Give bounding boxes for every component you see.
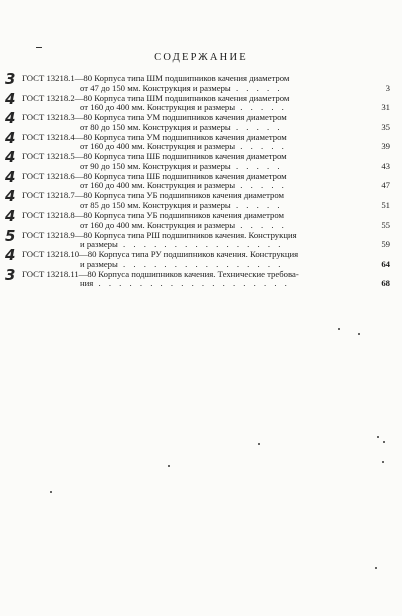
entry-subtitle: от 160 до 400 мм. Конструкция и размеры <box>80 180 236 191</box>
dot-leader: . . . . . . . . . . . . . . . . <box>117 258 284 269</box>
toc-entry <box>0 70 402 93</box>
page-title: СОДЕРЖАНИЕ <box>154 52 248 63</box>
entry-subtitle-line <box>0 279 402 289</box>
scan-speck <box>358 333 360 335</box>
scan-speck <box>168 465 170 467</box>
entry-subtitle: от 160 до 400 мм. Конструкция и размеры <box>80 141 236 152</box>
page-number: 35 <box>381 121 390 132</box>
dot-leader: . . . . . . . . . . . . . . . . . . . <box>93 278 290 289</box>
dot-leader: . . . . . <box>230 121 283 132</box>
entry-subtitle: от 160 до 400 мм. Конструкция и размеры <box>80 219 236 230</box>
handwritten-mark: 4 <box>5 128 16 147</box>
entry-subtitle-line <box>0 123 402 133</box>
scan-speck <box>258 443 260 445</box>
entry-title: ГОСТ 13218.10—80 Корпуса типа РУ подшипников качения. Конструкция <box>22 249 299 260</box>
entry-title: ГОСТ 13218.8—80 Корпуса типа УБ подшипников качения диаметром <box>22 210 285 221</box>
dot-leader: . . . . . <box>235 141 287 152</box>
table-of-contents <box>0 70 402 289</box>
handwritten-mark: 3 <box>5 70 16 88</box>
page-number: 64 <box>381 258 390 269</box>
handwritten-mark: 4 <box>5 109 16 128</box>
toc-entry <box>0 128 402 152</box>
dot-leader: . . . . . <box>230 200 283 211</box>
entry-subtitle-line <box>0 221 402 231</box>
scan-speck <box>375 567 377 569</box>
entry-subtitle: от 47 до 150 мм. Конструкция и размеры <box>80 82 231 93</box>
toc-entry <box>0 187 402 211</box>
scan-speck <box>382 461 384 463</box>
page-number: 55 <box>381 219 390 230</box>
entry-subtitle: от 80 до 150 мм. Конструкция и размеры <box>80 121 231 132</box>
page-number: 51 <box>381 200 390 211</box>
handwritten-mark: 5 <box>5 226 16 245</box>
page-number: 47 <box>381 180 390 191</box>
scan-speck <box>338 328 340 330</box>
entry-subtitle: от 90 до 150 мм. Конструкция и размеры <box>80 160 231 171</box>
entry-title: ГОСТ 13218.7—80 Корпуса типа УБ подшипников качения диаметром <box>22 190 285 201</box>
handwritten-mark: 4 <box>5 246 16 265</box>
entry-title: ГОСТ 13218.5—80 Корпуса типа ШБ подшипников качения диаметром <box>22 151 287 162</box>
toc-entry <box>0 89 402 113</box>
handwritten-mark: 3 <box>5 265 16 284</box>
toc-entry <box>0 148 402 171</box>
dot-leader: . . . . . <box>235 180 287 191</box>
toc-entry <box>0 265 402 289</box>
entry-title: ГОСТ 13218.4—80 Корпуса типа УМ подшипников качения диаметром <box>22 131 287 142</box>
handwritten-mark: 4 <box>5 89 16 108</box>
toc-entry <box>0 226 402 250</box>
entry-title: ГОСТ 13218.11—80 Корпуса подшипников качения. Технические требова- <box>22 268 299 279</box>
entry-subtitle-line <box>0 84 402 94</box>
scan-speck <box>36 47 42 48</box>
toc-entry <box>0 167 402 191</box>
page-number: 68 <box>381 278 390 289</box>
page-number: 31 <box>381 102 390 113</box>
entry-subtitle: и размеры <box>80 258 118 269</box>
entry-title: ГОСТ 13218.3—80 Корпуса типа УМ подшипников качения диаметром <box>22 112 287 123</box>
dot-leader: . . . . . <box>235 219 287 230</box>
dot-leader: . . . . . <box>230 160 283 171</box>
handwritten-mark: 4 <box>5 207 16 226</box>
handwritten-mark: 4 <box>5 187 16 206</box>
scan-speck <box>383 441 385 443</box>
page-number: 3 <box>385 82 390 93</box>
toc-entry <box>0 207 402 230</box>
entry-title: ГОСТ 13218.1—80 Корпуса типа ШМ подшипников качения диаметром <box>22 73 290 83</box>
handwritten-mark: 4 <box>5 148 16 167</box>
scan-speck <box>50 491 52 493</box>
entry-subtitle-line <box>0 260 402 270</box>
entry-title: ГОСТ 13218.9—80 Корпуса типа РШ подшипников качения. Конструкция <box>22 229 297 240</box>
entry-title: ГОСТ 13218.2—80 Корпуса типа ШМ подшипников качения диаметром <box>22 92 290 103</box>
toc-entry <box>0 109 402 132</box>
dot-leader: . . . . . <box>235 102 287 113</box>
page-number: 39 <box>381 141 390 152</box>
dot-leader: . . . . . <box>230 82 283 93</box>
toc-entry <box>0 246 402 269</box>
entry-subtitle: ния <box>80 278 94 289</box>
dot-leader: . . . . . . . . . . . . . . . . <box>117 239 284 250</box>
entry-subtitle: от 85 до 150 мм. Конструкция и размеры <box>80 200 231 211</box>
entry-title: ГОСТ 13218.6—80 Корпуса типа ШБ подшипников качения диаметром <box>22 170 287 181</box>
page-number: 59 <box>381 239 390 250</box>
entry-subtitle: от 160 до 400 мм. Конструкция и размеры <box>80 102 236 113</box>
handwritten-mark: 4 <box>5 167 16 186</box>
page-number: 43 <box>381 160 390 171</box>
scan-speck <box>377 436 379 438</box>
entry-subtitle: и размеры <box>80 239 118 250</box>
